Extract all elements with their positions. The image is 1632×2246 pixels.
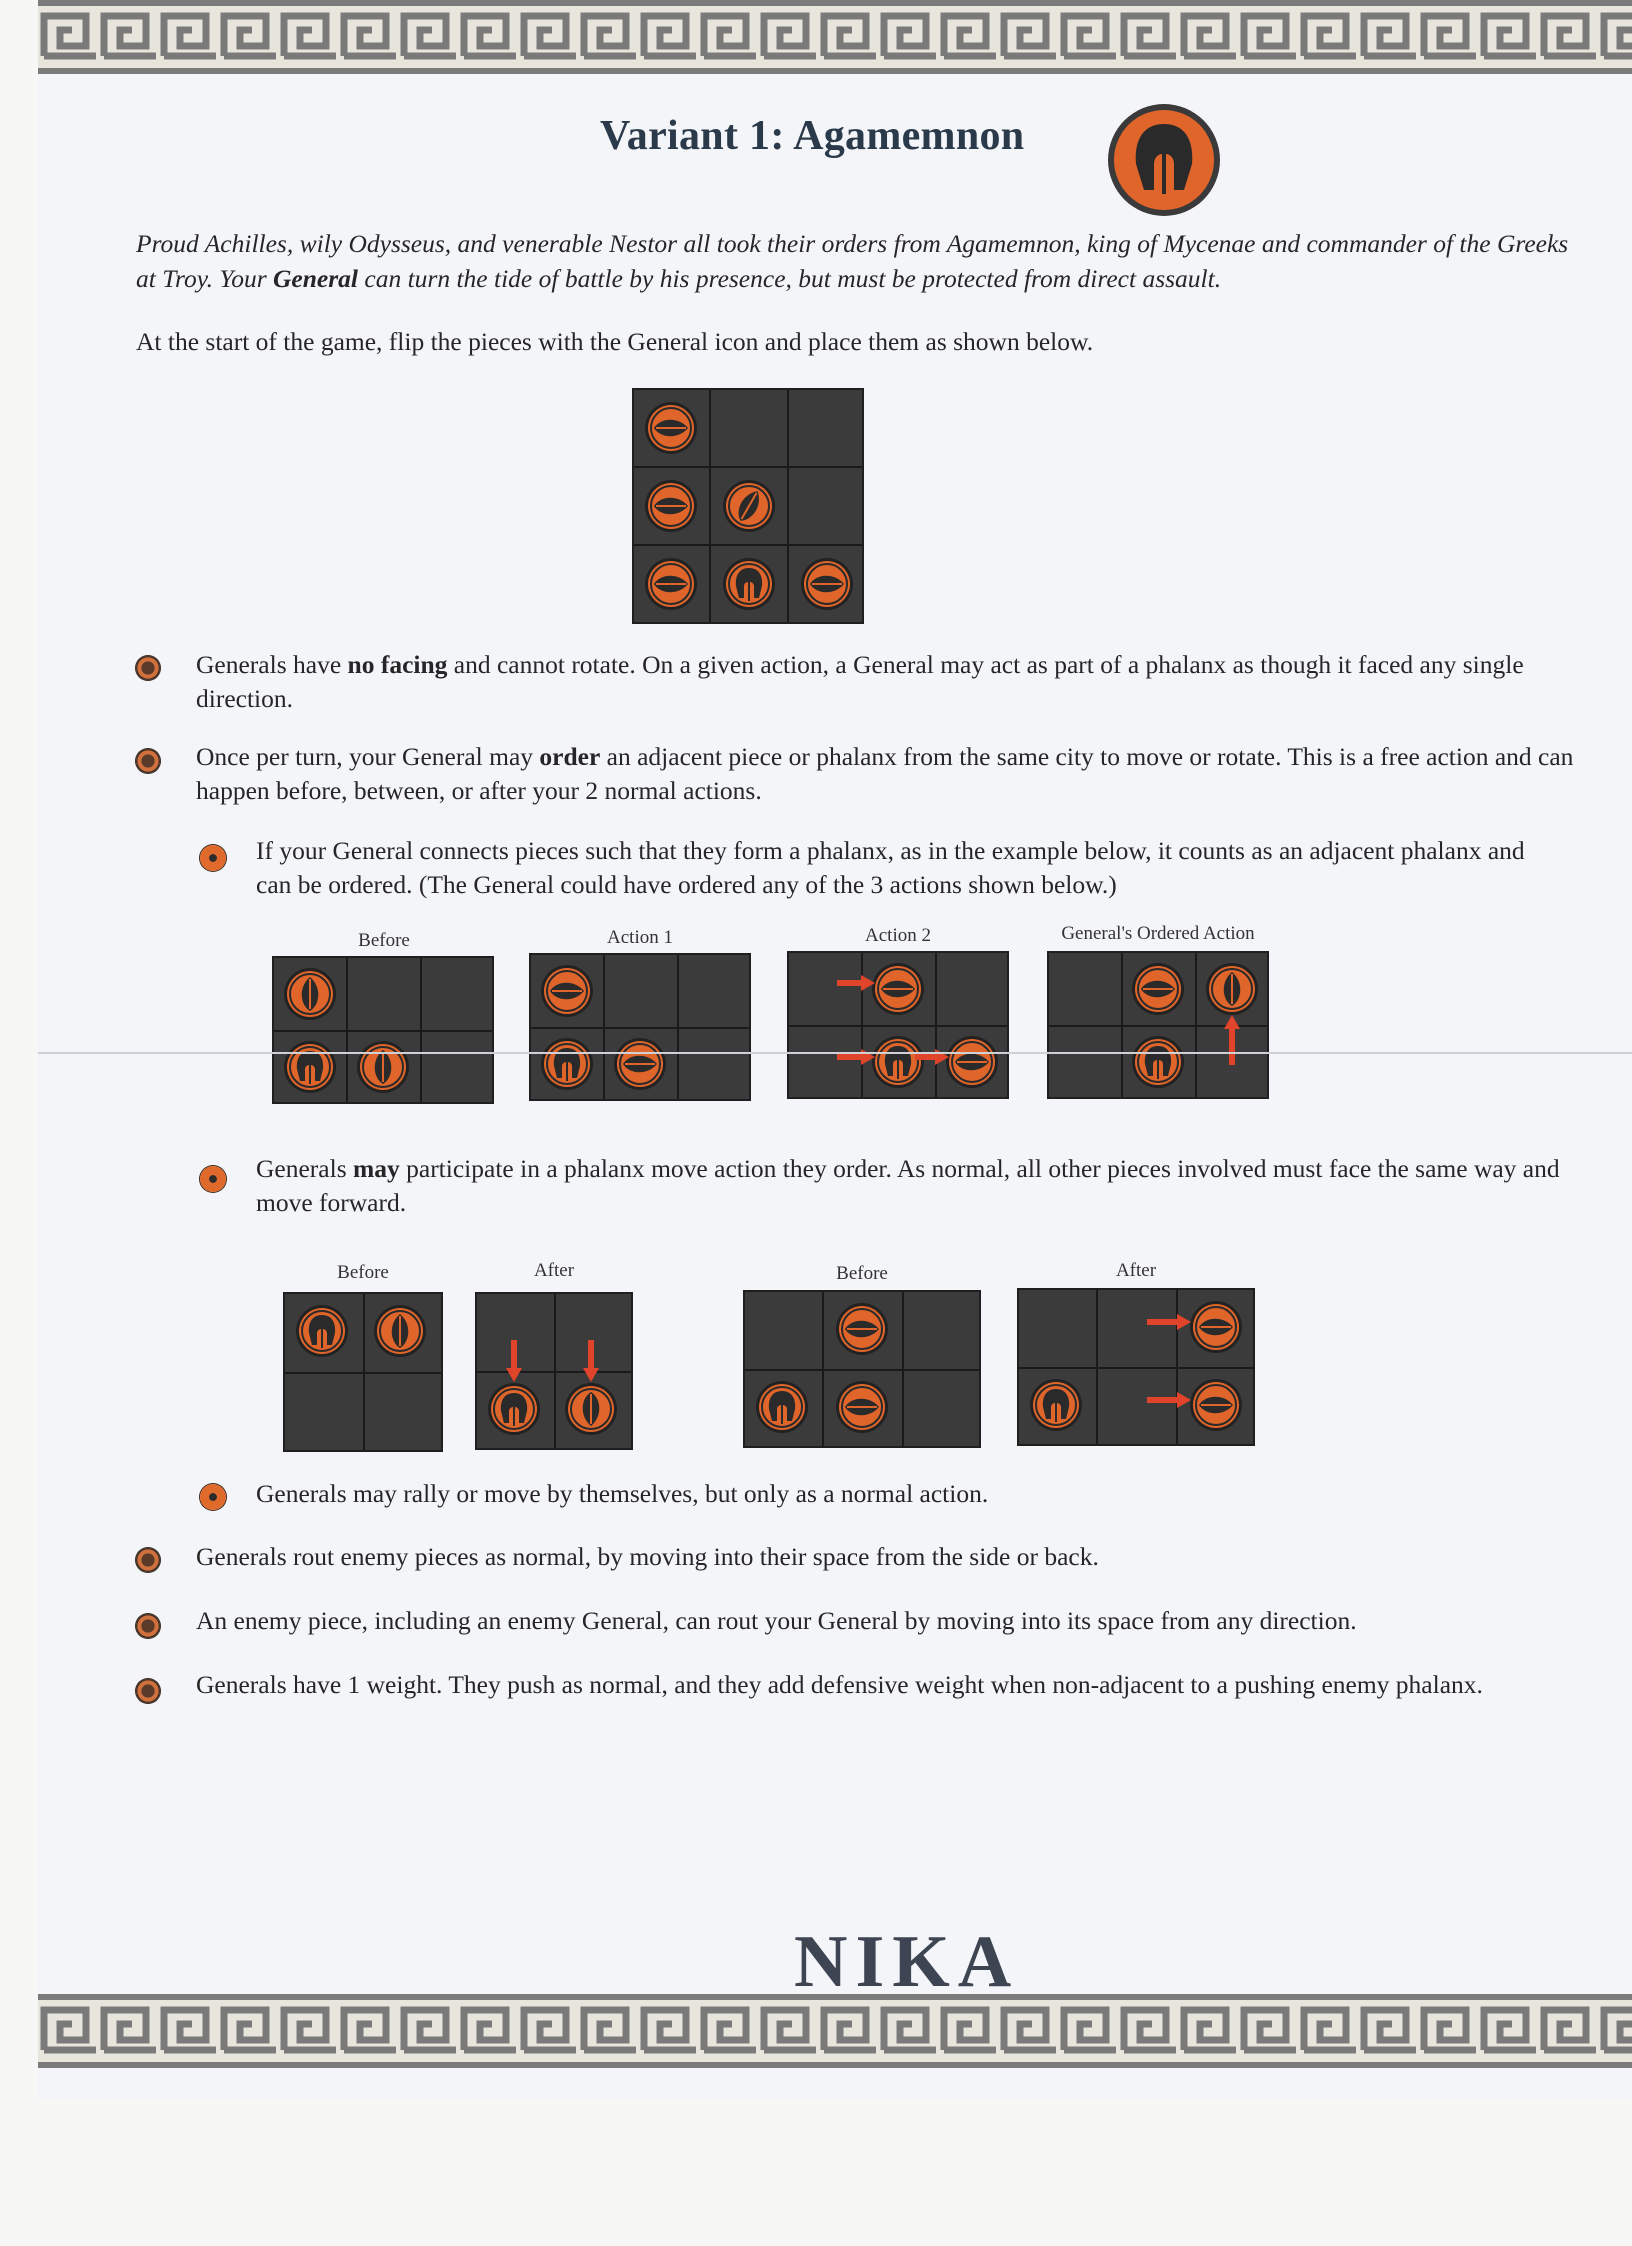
bullet-icon (136, 1679, 160, 1703)
caption-action-1: Action 1 (607, 927, 673, 948)
diagram-board-before-2 (283, 1292, 443, 1452)
spear-piece-icon (283, 967, 337, 1021)
spear-piece-icon (835, 1302, 889, 1356)
diagram-board-action-1 (529, 953, 751, 1101)
caption-before-2: Before (337, 1262, 389, 1283)
bullet-enemy-rout: An enemy piece, including an enemy General, can rout your General by moving into its space from any direction. (196, 1606, 1357, 1635)
spear-piece-icon (800, 557, 854, 611)
start-paragraph: At the start of the game, flip the pieces with the General icon and place them as shown below. (136, 327, 1094, 356)
diagram-board-after-3 (1017, 1288, 1255, 1446)
general-piece-icon (283, 1040, 337, 1094)
greek-key-border-bottom (38, 1994, 1632, 2068)
move-arrow-icon (1147, 1392, 1191, 1413)
bullet-icon (136, 749, 160, 773)
spear-piece-icon (613, 1037, 667, 1091)
bullet-icon (136, 656, 160, 680)
greek-key-border-top (38, 0, 1632, 74)
spear-piece-icon (871, 962, 925, 1016)
general-piece-icon (487, 1382, 541, 1436)
spear-piece-icon (644, 479, 698, 533)
spear-piece-icon (564, 1382, 618, 1436)
spear-piece-icon (356, 1040, 410, 1094)
general-piece-icon (1131, 1035, 1185, 1089)
spear-piece-icon (644, 401, 698, 455)
sub-bullet-phalanx: If your General connects pieces such that they form a phalanx, as in the example below, it counts as an adjacent phalanx and can be ordered. (The General could have ordered any of the 3 actions shown below.) (256, 836, 1525, 899)
caption-after-3: After (1115, 1260, 1157, 1281)
spear-piece-icon (540, 964, 594, 1018)
spear-piece-icon (1131, 962, 1185, 1016)
diagram-board-before-3 (743, 1290, 981, 1448)
bullet-icon (136, 1548, 160, 1572)
move-arrow-icon (1224, 1015, 1240, 1070)
general-piece-icon (295, 1304, 349, 1358)
spear-piece-icon (835, 1380, 889, 1434)
sub-bullet-participate: Generals may participate in a phalanx move action they order. As normal, all other pieces involved must face the same way and move forward. (256, 1154, 1560, 1217)
spear-piece-icon (644, 557, 698, 611)
sub-bullet-icon (200, 1484, 226, 1510)
caption-before-3: Before (836, 1263, 888, 1284)
move-arrow-icon (1147, 1314, 1191, 1335)
spear-piece-icon (1205, 962, 1259, 1016)
sub-bullet-icon (200, 1166, 226, 1192)
diagram-board-before (272, 956, 494, 1104)
diagram-board-action-2 (787, 951, 1009, 1099)
general-piece-icon (755, 1380, 809, 1434)
caption-action-2: Action 2 (865, 925, 931, 946)
move-arrow-icon (583, 1340, 599, 1387)
general-piece-icon (1029, 1378, 1083, 1432)
spear-piece-icon (722, 479, 776, 533)
diagram-board-after-2 (475, 1292, 633, 1450)
spear-piece-icon (1189, 1378, 1243, 1432)
caption-before-1: Before (358, 930, 410, 951)
bullet-order: Once per turn, your General may order an adjacent piece or phalanx from the same city to move or rotate. This is a free action and can happen before, between, or after your 2 normal actions. (196, 742, 1574, 805)
caption-general-ordered: General's Ordered Action (1061, 923, 1255, 944)
nika-logo: NIKA (794, 1921, 1020, 2003)
sub-bullet-rally: Generals may rally or move by themselves, but only as a normal action. (256, 1479, 989, 1508)
sub-bullet-icon (200, 845, 226, 871)
bullet-no-facing: Generals have no facing and cannot rotate. On a given action, a General may act as part of a phalanx as though it faced any single direction. (196, 650, 1524, 713)
move-arrow-icon (506, 1340, 522, 1387)
paper-fold-line (38, 1052, 1632, 1054)
spear-piece-icon (373, 1304, 427, 1358)
bullet-weight: Generals have 1 weight. They push as normal, and they add defensive weight when non-adjacent to a pushing enemy phalanx. (196, 1670, 1483, 1699)
bullet-rout: Generals rout enemy pieces as normal, by moving into their space from the side or back. (196, 1542, 1099, 1571)
bullet-icon (136, 1614, 160, 1638)
move-arrow-icon (837, 975, 875, 996)
general-piece-icon (722, 557, 776, 611)
caption-after-2: After (533, 1260, 575, 1281)
helmet-icon (1106, 102, 1222, 218)
spear-piece-icon (1189, 1300, 1243, 1354)
intro-paragraph: Proud Achilles, wily Odysseus, and venerable Nestor all took their orders from Agamemnon, king of Mycenae and commander of the Greeks at Troy. Your General can turn the tide of battle by his presence, but must be protected from direct assault. (136, 229, 1569, 293)
setup-board (632, 388, 864, 624)
spear-piece-icon (945, 1035, 999, 1089)
diagram-board-general-ordered (1047, 951, 1269, 1099)
page-title: Variant 1: Agamemnon (600, 113, 1025, 159)
general-piece-icon (540, 1037, 594, 1091)
